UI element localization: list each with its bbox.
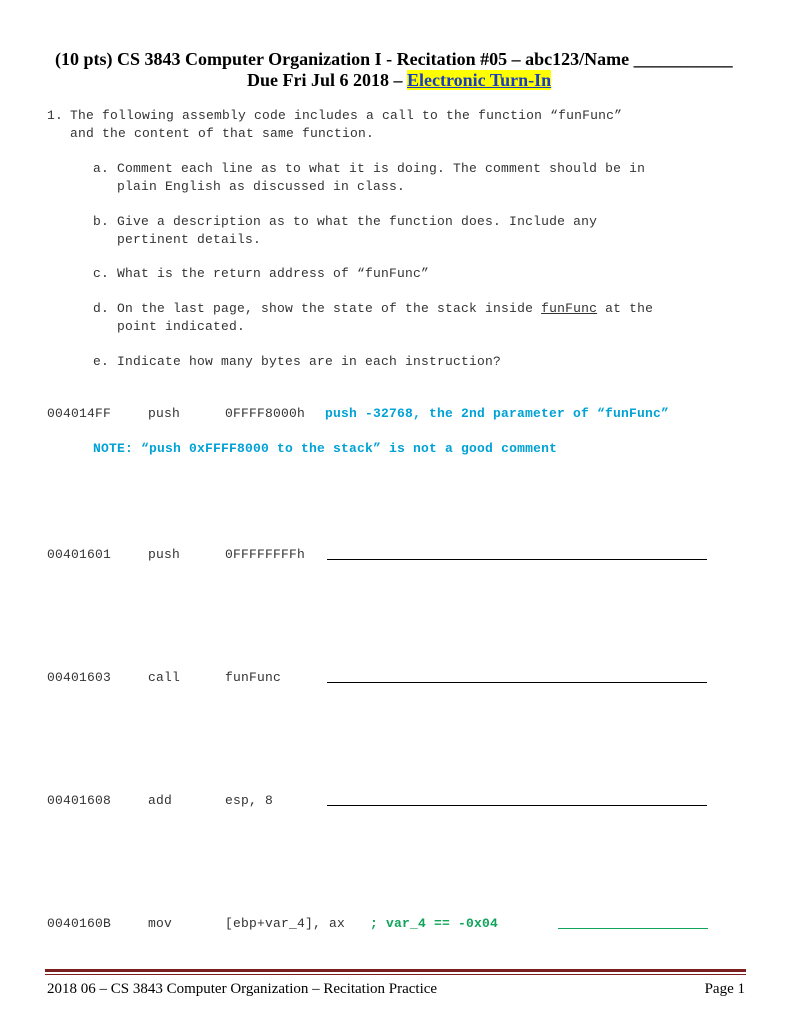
code-op: push: [148, 547, 181, 562]
page-title: (10 pts) CS 3843 Computer Organization I - Recitation #05 – abc123/Name ___________: [55, 49, 733, 69]
code-arg: esp, 8: [225, 793, 274, 808]
item-d-text-post: at the: [597, 301, 654, 316]
code-arg: 0FFFF8000h: [225, 406, 306, 421]
item-b-label: b.: [93, 214, 110, 229]
item-d-line1: [117, 301, 653, 316]
answer-blank[interactable]: [327, 805, 707, 806]
item-c-line1: What is the return address of “funFunc”: [117, 266, 430, 281]
code-addr: 00401601: [47, 547, 112, 562]
code-op: mov: [148, 916, 173, 931]
code-arg: funFunc: [225, 670, 282, 685]
item-d-text-pre: On the last page, show the state of the stack inside: [117, 301, 542, 316]
code-arg: [ebp+var_4], ax: [225, 916, 346, 931]
page-number: Page 1: [704, 981, 745, 997]
question-intro-line2: and the content of that same function.: [70, 126, 375, 141]
item-b-line1: Give a description as to what the function does. Include any: [117, 214, 598, 229]
note-text: NOTE: “push 0xFFFF8000 to the stack” is not a good comment: [93, 441, 558, 456]
var-note: ; var_4 == -0x04: [370, 916, 499, 931]
due-line: [247, 70, 551, 91]
footer-rule-thin: [45, 974, 746, 975]
code-op: add: [148, 793, 173, 808]
answer-blank[interactable]: [327, 682, 707, 683]
code-arg: 0FFFFFFFFh: [225, 547, 306, 562]
footer-left: 2018 06 – CS 3843 Computer Organization – Recitation Practice: [47, 981, 438, 997]
answer-blank[interactable]: [558, 928, 708, 929]
code-addr: 0040160B: [47, 916, 112, 931]
code-op: call: [148, 670, 181, 685]
item-b-line2: pertinent details.: [117, 232, 262, 247]
item-a-line2: plain English as discussed in class.: [117, 179, 406, 194]
item-e-label: e.: [93, 354, 110, 369]
funfunc-underlined: funFunc: [541, 301, 598, 316]
item-d-label: d.: [93, 301, 110, 316]
code-op: push: [148, 406, 181, 421]
code-addr: 004014FF: [47, 406, 112, 421]
item-a-line1: Comment each line as to what it is doing. The comment should be in: [117, 161, 646, 176]
answer-blank[interactable]: [327, 559, 707, 560]
item-a-label: a.: [93, 161, 110, 176]
footer-rule: [45, 969, 746, 972]
code-addr: 00401603: [47, 670, 112, 685]
question-number: 1.: [47, 108, 64, 123]
electronic-turn-in-highlight: Electronic Turn-In: [407, 70, 552, 90]
item-e-line1: Indicate how many bytes are in each instruction?: [117, 354, 502, 369]
question-intro-line1: The following assembly code includes a call to the function “funFunc”: [70, 108, 623, 123]
item-c-label: c.: [93, 266, 110, 281]
item-d-line2: point indicated.: [117, 319, 246, 334]
code-addr: 00401608: [47, 793, 112, 808]
due-text: Due Fri Jul 6 2018 –: [247, 70, 407, 90]
example-comment: push -32768, the 2nd parameter of “funFunc”: [325, 406, 670, 421]
